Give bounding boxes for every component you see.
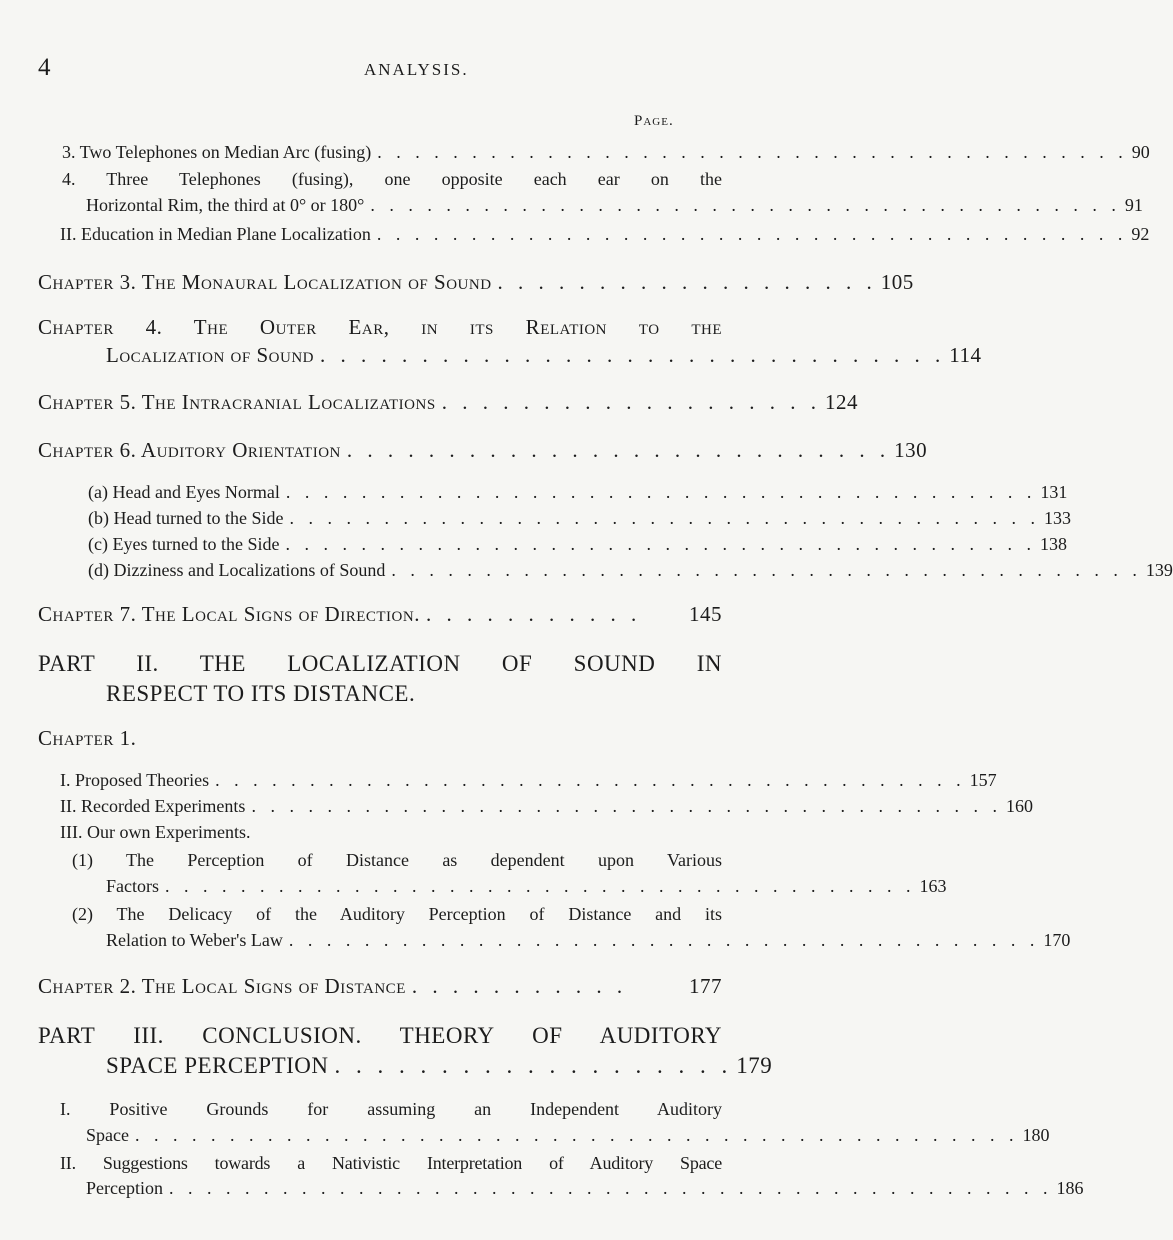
leader-dots: . . . . . . . . . . . . . . . . . . . . . . . . . . . . . . . . . . . . . . . . xyxy=(288,930,1040,950)
toc-page: 163 xyxy=(919,876,947,896)
toc-page: 170 xyxy=(1043,930,1071,950)
leader-dots: . . . . . . . . . . . . . . . . . . . . . . . . . . . . . . . . . . . . . . . . xyxy=(391,560,1142,580)
toc-page: 186 xyxy=(1056,1178,1084,1198)
toc-title: Chapter 2. The Local Signs of Distance xyxy=(38,974,406,998)
toc-entry xyxy=(86,1178,1084,1199)
leader-dots: . . . . . . . . . . . . . . . . . . . . . . . . . . . . . . . . . . . . . . . . xyxy=(370,195,1121,215)
leader-dots: . . . . . . . . . . . . . . . . . . . . . . . . . . . . . . . xyxy=(320,343,946,367)
toc-entry xyxy=(88,508,1071,529)
toc-page: 157 xyxy=(969,770,997,790)
toc-entry xyxy=(86,1125,1050,1146)
toc-title: Chapter 5. The Intracranial Localizations xyxy=(38,390,436,414)
toc-entry-line: I. Positive Grounds for assuming an Independent Auditory xyxy=(60,1099,722,1119)
toc-title: Factors xyxy=(106,876,159,896)
leader-dots: . . . . . . . . . . . . . . . . . . . . . . . . . . . . . . . . . . . . . . . . xyxy=(251,796,1002,816)
leader-dots: . . . . . . . . . . . . . . . . . . . . . . . . . . . . . . . . . . . . . . . . xyxy=(165,876,916,896)
toc-page: 177 xyxy=(689,974,722,998)
part-heading-line: RESPECT TO ITS DISTANCE. xyxy=(106,681,416,706)
toc-title: (b) Head turned to the Side xyxy=(88,508,284,528)
leader-dots: . . . . . . . . . . . . . . . . . . . . . . . . . . . . . . . . . . . . . . . . xyxy=(285,482,1037,502)
toc-entry xyxy=(60,796,1033,817)
toc-page: 180 xyxy=(1022,1125,1050,1145)
leader-dots: . . . . . . . . . . . . . . . . . . . xyxy=(497,270,877,294)
leader-dots: . . . . . . . . . . . . . . . . . . . xyxy=(334,1053,733,1078)
toc-entry-line: (2) The Delicacy of the Auditory Perception of Distance and its xyxy=(72,904,722,924)
toc-page: 179 xyxy=(736,1053,773,1078)
page-number: 4 xyxy=(38,54,51,81)
toc-page: 139 xyxy=(1145,560,1173,580)
running-header: ANALYSIS. xyxy=(364,60,469,79)
leader-dots: . . . . . . . . . . . . . . . . . . . . . . . . . . . . . . . . . . . . . . . . xyxy=(376,224,1128,244)
leader-dots: . . . . . . . . . . . . . . . . . . . . . . . . . . . . . . . . . . . . . . . . xyxy=(289,508,1040,528)
toc-page: 130 xyxy=(894,438,928,462)
toc-part xyxy=(106,1053,773,1079)
toc-page: 124 xyxy=(824,390,858,414)
toc-page: 131 xyxy=(1040,482,1068,502)
toc-entry xyxy=(62,142,1150,163)
toc-title: (c) Eyes turned to the Side xyxy=(88,534,280,554)
toc-entry xyxy=(106,876,947,897)
toc-title: II. Education in Median Plane Localization xyxy=(60,224,371,244)
toc-entry-line: 4. Three Telephones (fusing), one opposite each ear on the xyxy=(62,169,722,189)
toc-entry xyxy=(86,195,1143,216)
toc-title: SPACE PERCEPTION xyxy=(106,1053,329,1078)
toc-page: 92 xyxy=(1131,224,1150,244)
toc-page: 160 xyxy=(1005,796,1033,816)
leader-dots: . . . . . . . . . . . . . . . . . . . . . . . . . . . xyxy=(346,438,891,462)
leader-dots: . . . . . . . . . . . . . . . . . . . . . . . . . . . . . . . . . . . . . . . . xyxy=(215,770,966,790)
toc-title: Space xyxy=(86,1125,129,1145)
toc-entry xyxy=(60,224,1150,245)
toc-title: (d) Dizziness and Localizations of Sound xyxy=(88,560,386,580)
leader-dots: . . . . . . . . . . . . . . . . . . . . . . . . . . . . . . . . . . . . . . . . xyxy=(285,534,1036,554)
toc-title: Chapter 3. The Monaural Localization of Sound xyxy=(38,270,492,294)
toc-chapter xyxy=(38,974,722,999)
leader-dots: . . . . . . . . . . . . . . . . . . . . . . . . . . . . . . . . . . . . . . . . . . . . . . . xyxy=(168,1178,1053,1198)
toc-chapter xyxy=(38,602,722,627)
toc-chapter xyxy=(38,270,914,295)
toc-entry xyxy=(88,534,1067,555)
toc-page: 133 xyxy=(1043,508,1071,528)
toc-title: I. Proposed Theories xyxy=(60,770,210,790)
toc-page: 90 xyxy=(1131,142,1150,162)
toc-entry xyxy=(106,930,1071,951)
part-heading-line: PART III. CONCLUSION. THEORY OF AUDITORY xyxy=(38,1023,722,1048)
toc-entry xyxy=(88,482,1068,503)
toc-entry-line: II. Suggestions towards a Nativistic Interpretation of Auditory Space xyxy=(60,1153,722,1173)
toc-title: Relation to Weber's Law xyxy=(106,930,283,950)
toc-title: 3. Two Telephones on Median Arc (fusing) xyxy=(62,142,372,162)
toc-title: Chapter 7. The Local Signs of Direction. xyxy=(38,602,420,626)
toc-page: 114 xyxy=(949,343,982,367)
toc-title: Horizontal Rim, the third at 0° or 180° xyxy=(86,195,365,215)
leader-dots: . . . . . . . . . . . xyxy=(411,974,628,998)
toc-chapter xyxy=(38,438,928,463)
toc-title: (a) Head and Eyes Normal xyxy=(88,482,280,502)
leader-dots: . . . . . . . . . . . . . . . . . . . xyxy=(441,390,821,414)
leader-dots: . . . . . . . . . . . . . . . . . . . . . . . . . . . . . . . . . . . . . . . . xyxy=(377,142,1128,162)
leader-dots: . . . . . . . . . . . xyxy=(425,602,642,626)
part-heading-line: PART II. THE LOCALIZATION OF SOUND IN xyxy=(38,651,722,676)
toc-entry xyxy=(88,560,1173,581)
toc-title: Chapter 6. Auditory Orientation xyxy=(38,438,341,462)
toc-chapter xyxy=(38,390,858,415)
toc-page: 105 xyxy=(880,270,914,294)
toc-page: 138 xyxy=(1039,534,1067,554)
toc-title: Localization of Sound xyxy=(106,343,314,367)
toc-title: Perception xyxy=(86,1178,163,1198)
toc-entry: III. Our own Experiments. xyxy=(60,822,251,842)
toc-page: 145 xyxy=(689,602,722,626)
toc-chapter-line: Chapter 4. The Outer Ear, in its Relation to the xyxy=(38,315,722,339)
leader-dots: . . . . . . . . . . . . . . . . . . . . . . . . . . . . . . . . . . . . . . . . . . . . . . . xyxy=(134,1125,1019,1145)
toc-chapter: Chapter 1. xyxy=(38,726,137,750)
toc-page: 91 xyxy=(1124,195,1143,215)
toc-chapter xyxy=(106,343,982,368)
toc-title: II. Recorded Experiments xyxy=(60,796,246,816)
toc-entry xyxy=(60,770,997,791)
page-column-label: Page. xyxy=(634,113,674,129)
toc-entry-line: (1) The Perception of Distance as dependent upon Various xyxy=(72,850,722,870)
